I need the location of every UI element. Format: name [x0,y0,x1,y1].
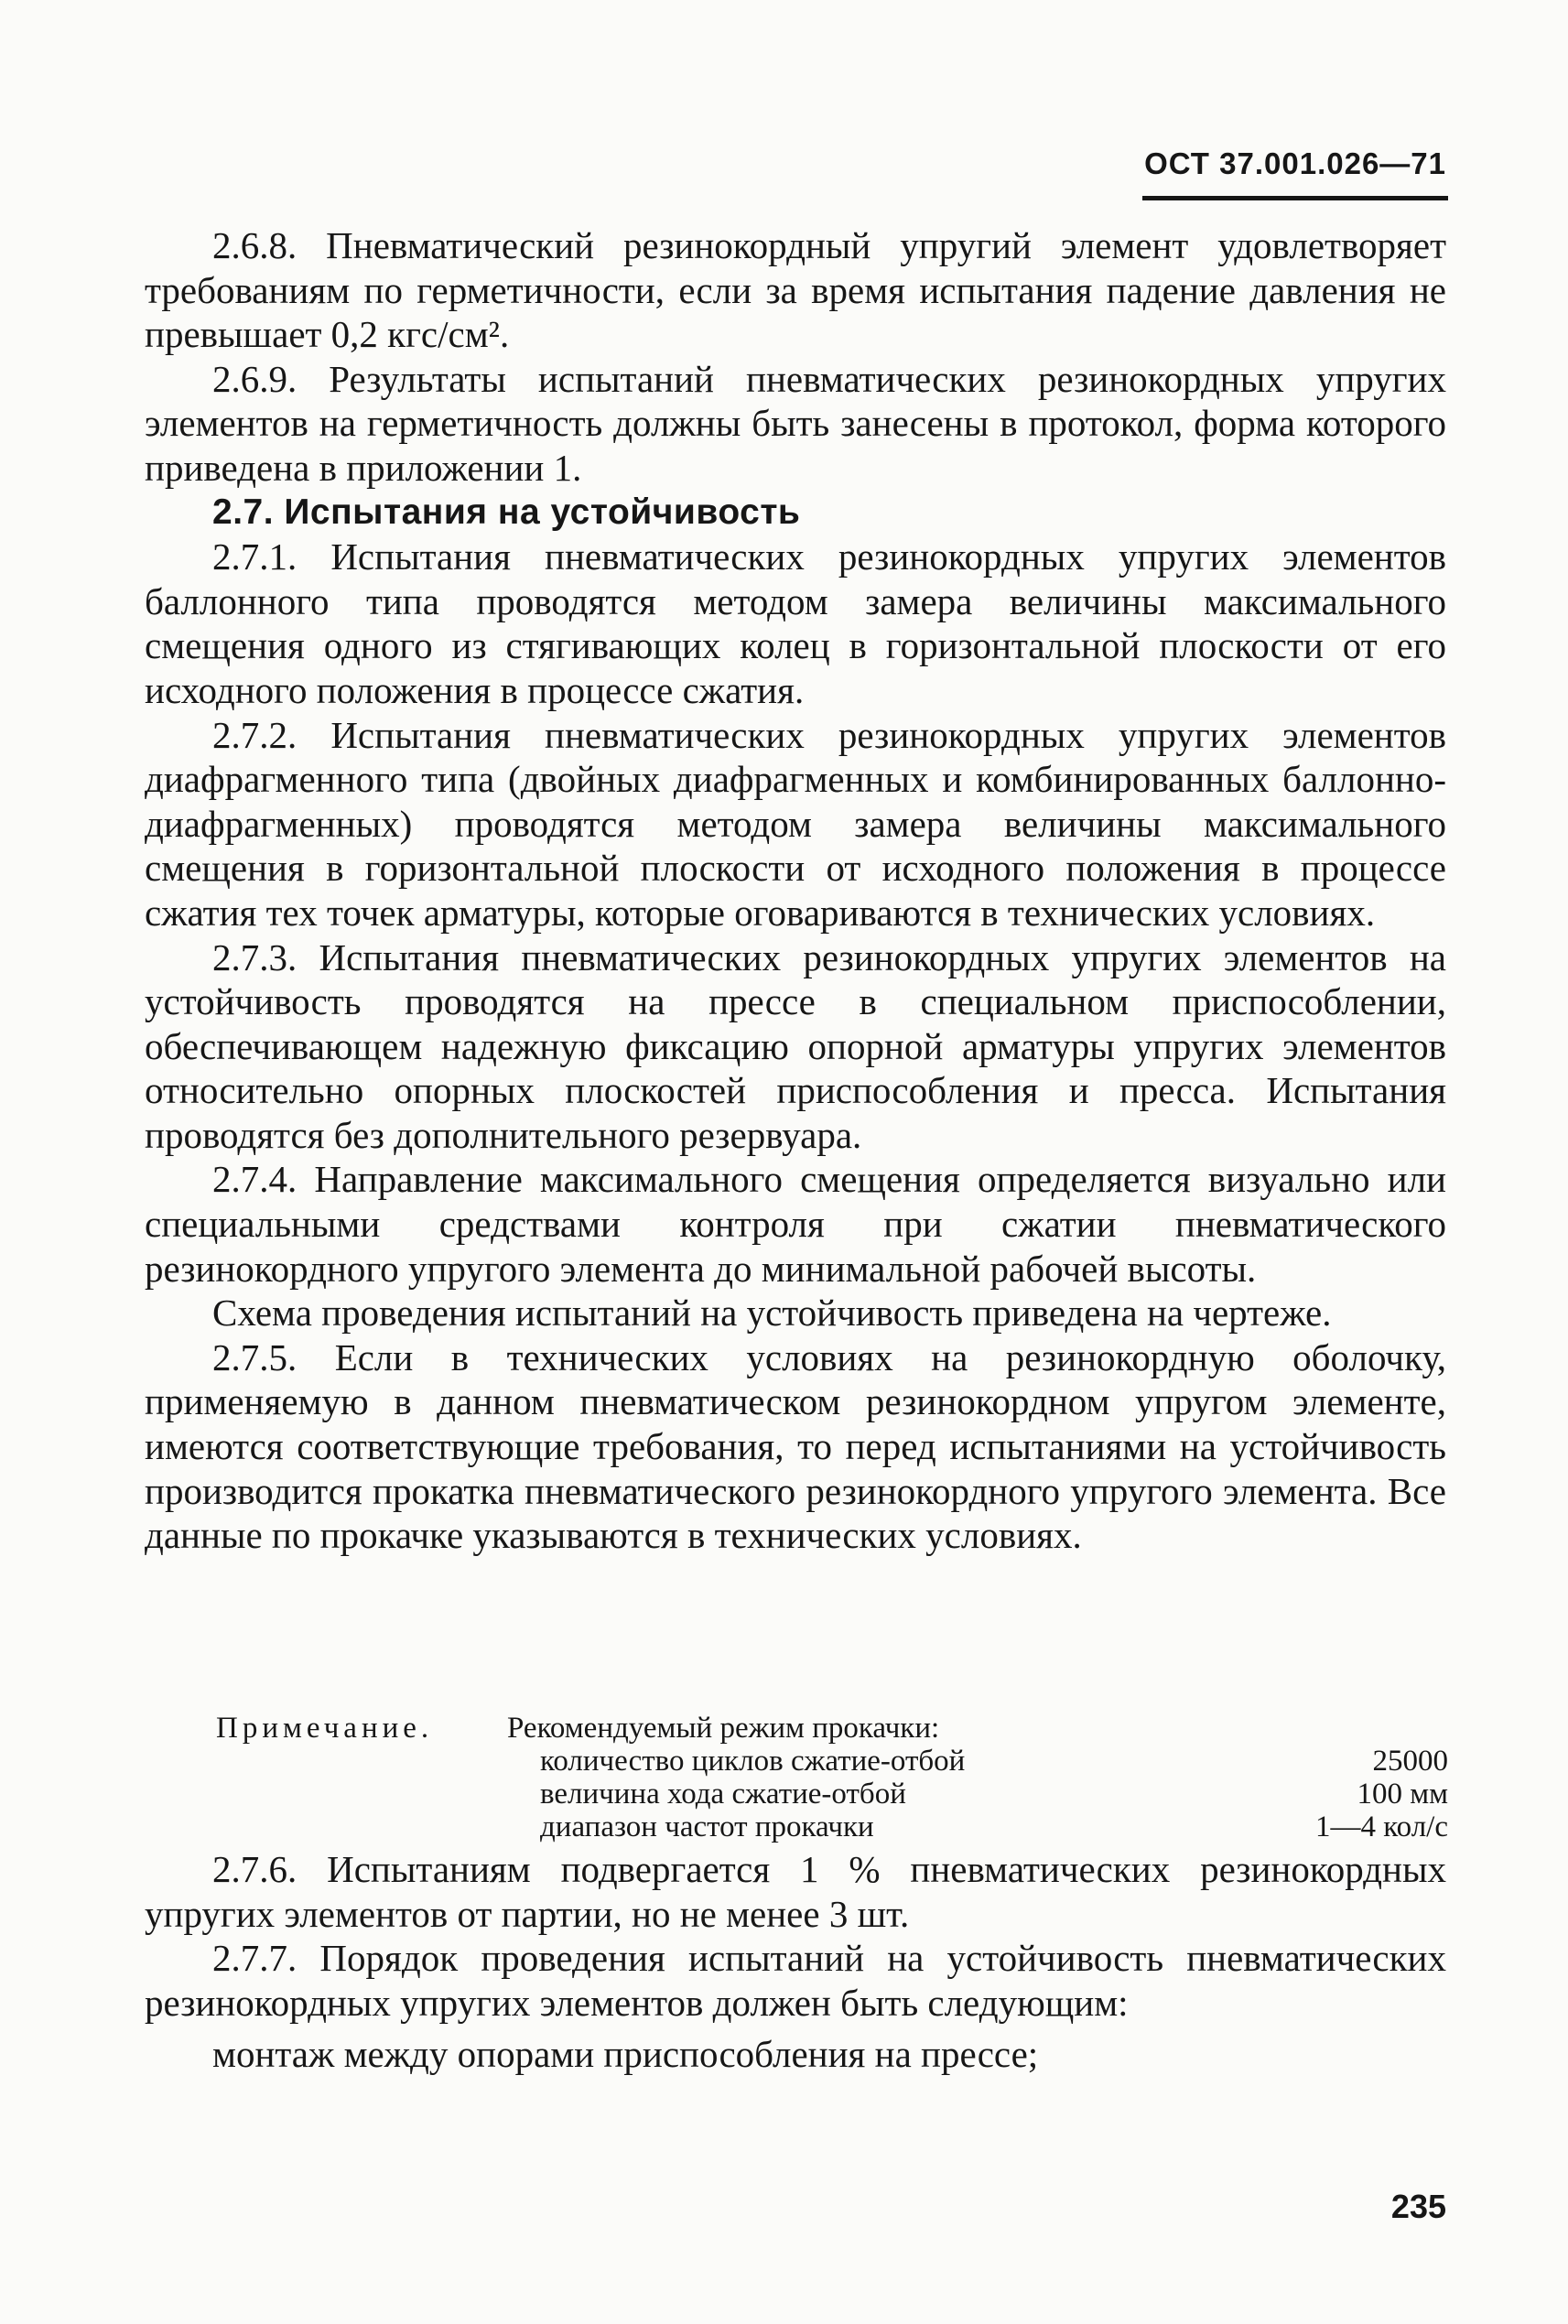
header-rule [1142,196,1448,200]
note-row-name: величина хода сжатие-отбой [540,1778,906,1811]
note-label: Примечание. [216,1712,434,1745]
paragraph-2-6-8: 2.6.8. Пневматический резинокордный упругий элемент удовлетворяет требованиям по герметичности, если за время испытания падение давления не превышает 0,2 кгс/см². [145,224,1446,356]
note-row-value: 100 мм [1357,1778,1448,1811]
note-header [216,1712,1448,1745]
body-text-upper [145,223,1446,1558]
note-row-name: количество циклов сжатие-отбой [540,1745,966,1778]
paragraph-scheme: Схема проведения испытаний на устойчивость приведена на чертеже. [212,1292,1332,1335]
paragraph-2-7-5: 2.7.5. Если в технических условиях на резинокордную оболочку, применяемую в данном пневматическом резинокордном упругом элементе, имеются соответствующие требования, то перед испытаниями на устойчивость производится прокатка пневматического резинокордного упругого элемента. Все данные по прокачке указываются в технических условиях. [145,1335,1446,1557]
paragraph-2-7-4: 2.7.4. Направление максимального смещения определяется визуально или специальными средствами контроля при сжатии пневматического резинокордного упругого элемента до минимальной рабочей высоты. [145,1158,1446,1290]
paragraph-2-7-1: 2.7.1. Испытания пневматических резинокордных упругих элементов баллонного типа проводятся методом замера величины максимального смещения одного из стягивающих колец в горизонтальной плоскости от его исходного положения в процессе сжатия. [145,535,1446,711]
note-row [216,1811,1448,1843]
paragraph-2-7-6: 2.7.6. Испытаниям подвергается 1 % пневматических резинокордных упругих элементов от партии, но не менее 3 шт. [145,1848,1446,1935]
body-text-lower [145,1847,1446,2077]
paragraph-2-7-7: 2.7.7. Порядок проведения испытаний на устойчивость пневматических резинокордных упругих элементов должен быть следующим: [145,1937,1446,2024]
list-item-mounting: монтаж между опорами приспособления на прессе; [212,2033,1039,2076]
section-heading: 2.7. Испытания на устойчивость [212,492,801,532]
document-code: ОСТ 37.001.026—71 [1144,146,1446,180]
page-number: 235 [1390,2188,1446,2225]
note-row-value: 1—4 кол/с [1315,1811,1448,1843]
paragraph-2-7-3: 2.7.3. Испытания пневматических резинокордных упругих элементов на устойчивость проводятся на прессе в специальном приспособлении, обеспечивающем надежную фиксацию опорной арматуры упругих элементов относительно опорных плоскостей приспособления и пресса. Испытания проводятся без дополнительного резервуара. [145,935,1446,1156]
note-intro: Рекомендуемый режим прокачки: [507,1712,940,1745]
paragraph-2-7-2: 2.7.2. Испытания пневматических резинокордных упругих элементов диафрагменного типа (двойных диафрагменных и комбинированных баллонно-диафрагменных) проводятся методом замера величины максимального смещения в горизонтальной плоскости от исходного положения в процессе сжатия тех точек арматуры, которые оговариваются в технических условиях. [145,713,1446,934]
note-row [216,1745,1448,1778]
paragraph-2-6-9: 2.6.9. Результаты испытаний пневматических резинокордных упругих элементов на герметичность должны быть занесены в протокол, форма которого приведена в приложении 1. [145,357,1446,489]
note-row [216,1778,1448,1811]
note-block [216,1712,1448,1843]
note-row-value: 25000 [1372,1745,1448,1778]
note-row-name: диапазон частот прокачки [540,1811,874,1843]
